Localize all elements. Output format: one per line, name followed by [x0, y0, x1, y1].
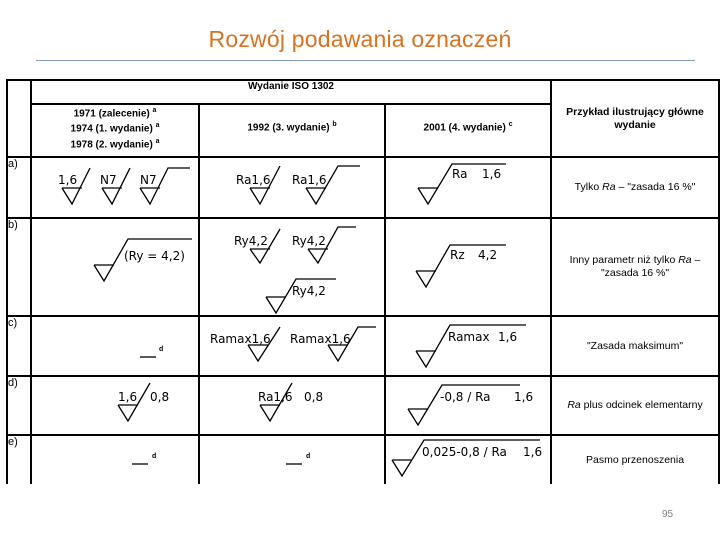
symbol-value: Ramax1,6 [210, 332, 271, 346]
surface-symbols-a-2001 [386, 158, 552, 219]
example-c: "Zasada maksimum" [551, 316, 719, 376]
symbol-parameter: Ramax [448, 330, 490, 344]
surface-symbols-d-1971 [32, 377, 200, 436]
cell-e-1992 [199, 435, 385, 484]
cell-b-1971 [31, 218, 199, 316]
surface-symbols-a-1992 [200, 158, 386, 219]
table-row-e [7, 435, 719, 484]
footnote-mark: d [152, 453, 157, 460]
symbol-parameter: Ra [452, 167, 468, 181]
header-corner-cell [7, 80, 31, 157]
symbol-value: N7 [140, 173, 157, 187]
surface-symbols-e-1992 [200, 436, 386, 485]
surface-symbols-d-1992 [200, 377, 386, 436]
symbol-value: 1,6 [118, 390, 138, 404]
symbol-value: 1,6 [482, 167, 502, 181]
symbol-value: 1,6 [514, 390, 534, 404]
cell-d-1971 [31, 376, 199, 435]
symbol-value: Ra1,6 [236, 173, 271, 187]
symbol-value: Ra1,6 [258, 390, 293, 404]
surface-symbols-d-2001 [386, 377, 552, 436]
cell-a-1992 [199, 157, 385, 218]
symbol-value: Ry4,2 [292, 234, 326, 248]
symbol-value: 4,2 [478, 248, 498, 262]
symbol-value: 1,6 [498, 330, 518, 344]
cell-d-2001 [385, 376, 551, 435]
symbol-value: Ramax1,6 [290, 332, 351, 346]
header-col-1971 [31, 104, 199, 157]
surface-symbols-e-1971 [32, 436, 200, 485]
cell-e-1971 [31, 435, 199, 484]
symbol-parameter: Rz [450, 248, 465, 262]
cell-c-1971 [31, 316, 199, 376]
symbol-value: Ry4,2 [234, 234, 268, 248]
symbol-value: 1,6 [523, 445, 543, 459]
row-label: b) [7, 218, 31, 316]
surface-symbols-a-1971 [32, 158, 200, 219]
surface-symbols-e-2001 [386, 436, 552, 485]
cell-c-1992 [199, 316, 385, 376]
title-divider [36, 60, 695, 61]
page-number: 95 [662, 509, 674, 520]
symbol-value: Ry4,2 [292, 284, 326, 298]
header-col-2001: 2001 (4. wydanie) $^c$ [385, 104, 551, 157]
cell-e-2001 [385, 435, 551, 484]
footnote-mark: d [159, 346, 164, 353]
symbol-value: Ra1,6 [292, 173, 327, 187]
symbol-value: 0,8 [304, 390, 324, 404]
surface-symbols-c-1971 [32, 317, 200, 377]
symbol-value: N7 [100, 173, 117, 187]
cell-a-1971 [31, 157, 199, 218]
table-row-b [7, 218, 719, 316]
symbol-value: 1,6 [58, 173, 78, 187]
slide-title: Rozwój podawania oznaczeń [208, 26, 512, 52]
symbol-value: 0,8 [150, 390, 170, 404]
surface-symbols-b-2001 [386, 219, 552, 317]
row-label: e) [7, 435, 31, 484]
surface-symbols-c-1992 [200, 317, 386, 377]
cell-b-1992 [199, 218, 385, 316]
example-a: Tylko Ra – "zasada 16 %" [551, 157, 719, 218]
header-iso-edition: Wydanie ISO 1302 [31, 80, 551, 104]
symbol-parameter: -0,8 / Ra [440, 390, 491, 404]
header-line: 1978 (2. wydanie) $^a$ [70, 137, 160, 150]
example-e: Pasmo przenoszenia [551, 435, 719, 484]
surface-symbols-b-1971 [32, 219, 200, 317]
footnote-mark: d [306, 453, 311, 460]
row-label: a) [7, 157, 31, 218]
header-col-1992: 1992 (3. wydanie) $^b$ [199, 104, 385, 157]
surface-symbols-b-1992 [200, 219, 386, 317]
symbol-parameter: 0,025-0,8 / Ra [422, 445, 507, 459]
table-row-d [7, 376, 719, 435]
surface-symbols-c-2001 [386, 317, 552, 377]
table-row-a [7, 157, 719, 218]
example-b: Inny parametr niż tylko Ra – "zasada 16 %" [551, 218, 719, 316]
header-line: 1974 (1. wydanie) $^a$ [70, 122, 160, 135]
example-d: Ra plus odcinek elementarny [551, 376, 719, 435]
row-label: d) [7, 376, 31, 435]
cell-a-2001 [385, 157, 551, 218]
symbol-value: (Ry = 4,2) [124, 249, 185, 263]
row-label: c) [7, 316, 31, 376]
header-example: Przykład ilustrujący główne wydanie [551, 80, 719, 157]
cell-d-1992 [199, 376, 385, 435]
table-row-c [7, 316, 719, 376]
iso1302-comparison-table [6, 79, 720, 484]
cell-c-2001 [385, 316, 551, 376]
header-row-main [7, 80, 719, 104]
header-line: 1971 (zalecenie) $^a$ [73, 107, 157, 120]
cell-b-2001 [385, 218, 551, 316]
